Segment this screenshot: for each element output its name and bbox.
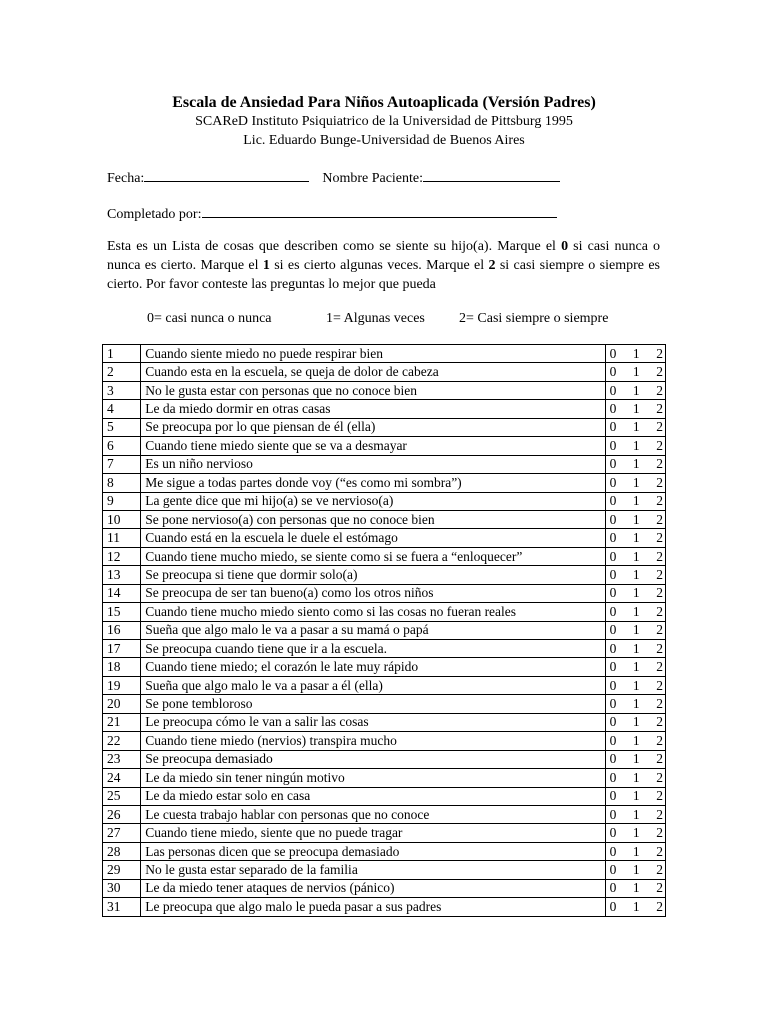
table-row xyxy=(103,584,666,602)
item-text: Cuando tiene miedo, siente que no puede tragar xyxy=(141,824,605,842)
table-row xyxy=(103,455,666,473)
table-row xyxy=(103,676,666,694)
option-2[interactable]: 2 xyxy=(656,769,663,785)
document-title: Escala de Ansiedad Para Niños Autoaplicada (Versión Padres) xyxy=(172,94,596,111)
item-number: 10 xyxy=(103,510,141,528)
option-1-bold: 1 xyxy=(262,258,270,273)
item-options xyxy=(605,676,665,694)
fecha-blank-line[interactable] xyxy=(144,167,309,182)
options-group xyxy=(606,622,665,638)
option-2[interactable]: 2 xyxy=(656,861,663,877)
table-row xyxy=(103,363,666,381)
table-row xyxy=(103,658,666,676)
item-number: 2 xyxy=(103,363,141,381)
option-1[interactable]: 1 xyxy=(632,769,640,785)
option-2[interactable]: 2 xyxy=(656,382,663,398)
completado-por-blank-line[interactable] xyxy=(202,203,557,218)
item-options xyxy=(605,363,665,381)
option-1[interactable]: 1 xyxy=(632,530,640,546)
item-options xyxy=(605,400,665,418)
item-number: 14 xyxy=(103,584,141,602)
item-number: 19 xyxy=(103,676,141,694)
option-0[interactable]: 0 xyxy=(609,603,617,619)
item-options xyxy=(605,824,665,842)
table-row xyxy=(103,861,666,879)
scale-legend-1: 1= Algunas veces xyxy=(326,311,425,326)
options-group xyxy=(606,733,665,749)
item-options xyxy=(605,713,665,731)
table-row xyxy=(103,787,666,805)
option-1[interactable]: 1 xyxy=(632,751,640,767)
options-group xyxy=(606,788,665,804)
item-text: Las personas dicen que se preocupa demasiado xyxy=(141,842,605,860)
option-1[interactable]: 1 xyxy=(632,622,640,638)
options-group xyxy=(606,659,665,675)
option-1[interactable]: 1 xyxy=(632,419,640,435)
options-group xyxy=(606,604,665,620)
questionnaire-table-body xyxy=(103,345,666,917)
option-1[interactable]: 1 xyxy=(632,880,640,896)
table-row xyxy=(103,879,666,897)
item-text: Se preocupa de ser tan bueno(a) como los otros niños xyxy=(141,584,605,602)
item-text: Cuando tiene miedo siente que se va a desmayar xyxy=(141,437,605,455)
item-text: Se preocupa cuando tiene que ir a la escuela. xyxy=(141,640,605,658)
item-options xyxy=(605,750,665,768)
option-1[interactable]: 1 xyxy=(632,456,640,472)
option-1[interactable]: 1 xyxy=(632,861,640,877)
item-text: Se preocupa demasiado xyxy=(141,750,605,768)
option-0[interactable]: 0 xyxy=(609,843,617,859)
options-group xyxy=(606,401,665,417)
option-0[interactable]: 0 xyxy=(609,622,617,638)
item-options xyxy=(605,658,665,676)
option-0[interactable]: 0 xyxy=(609,861,617,877)
table-row xyxy=(103,492,666,510)
item-text: Cuando esta en la escuela, se queja de dolor de cabeza xyxy=(141,363,605,381)
options-group xyxy=(606,696,665,712)
item-options xyxy=(605,566,665,584)
item-number: 17 xyxy=(103,640,141,658)
options-group xyxy=(606,714,665,730)
option-2[interactable]: 2 xyxy=(656,345,663,361)
item-options xyxy=(605,455,665,473)
option-2[interactable]: 2 xyxy=(656,364,663,380)
table-row xyxy=(103,750,666,768)
option-2[interactable]: 2 xyxy=(656,659,663,675)
option-1[interactable]: 1 xyxy=(632,714,640,730)
option-2[interactable]: 2 xyxy=(656,474,663,490)
completado-row xyxy=(107,203,557,224)
item-options xyxy=(605,437,665,455)
table-row xyxy=(103,345,666,363)
item-number: 7 xyxy=(103,455,141,473)
option-2[interactable]: 2 xyxy=(656,511,663,527)
item-number: 30 xyxy=(103,879,141,897)
fecha-label: Fecha: xyxy=(107,171,145,186)
option-0[interactable]: 0 xyxy=(609,364,617,380)
option-0[interactable]: 0 xyxy=(609,511,617,527)
options-group xyxy=(606,383,665,399)
option-2[interactable]: 2 xyxy=(656,437,663,453)
option-1[interactable]: 1 xyxy=(632,548,640,564)
table-row xyxy=(103,474,666,492)
option-0[interactable]: 0 xyxy=(609,788,617,804)
table-row xyxy=(103,621,666,639)
item-text: Le da miedo sin tener ningún motivo xyxy=(141,769,605,787)
option-0[interactable]: 0 xyxy=(609,474,617,490)
option-0[interactable]: 0 xyxy=(609,714,617,730)
option-2[interactable]: 2 xyxy=(656,548,663,564)
completado-por-label: Completado por: xyxy=(107,207,202,222)
fecha-nombre-row xyxy=(107,167,560,188)
item-text: No le gusta estar separado de la familia xyxy=(141,861,605,879)
option-2[interactable]: 2 xyxy=(656,843,663,859)
option-1[interactable]: 1 xyxy=(632,788,640,804)
item-options xyxy=(605,584,665,602)
option-2[interactable]: 2 xyxy=(656,419,663,435)
table-row xyxy=(103,547,666,565)
item-options xyxy=(605,474,665,492)
option-2[interactable]: 2 xyxy=(656,751,663,767)
table-row xyxy=(103,842,666,860)
item-text: Se preocupa si tiene que dormir solo(a) xyxy=(141,566,605,584)
option-2[interactable]: 2 xyxy=(656,825,663,841)
option-1[interactable]: 1 xyxy=(632,364,640,380)
item-text: La gente dice que mi hijo(a) se ve nervioso(a) xyxy=(141,492,605,510)
item-text: Cuando tiene miedo (nervios) transpira mucho xyxy=(141,732,605,750)
table-row xyxy=(103,510,666,528)
item-number: 22 xyxy=(103,732,141,750)
option-0[interactable]: 0 xyxy=(609,382,617,398)
nombre-paciente-blank-line[interactable] xyxy=(423,167,560,182)
option-0[interactable]: 0 xyxy=(609,732,617,748)
item-number: 23 xyxy=(103,750,141,768)
option-1[interactable]: 1 xyxy=(632,806,640,822)
item-options xyxy=(605,898,665,916)
option-1[interactable]: 1 xyxy=(632,382,640,398)
options-group xyxy=(606,493,665,509)
item-text: Le da miedo dormir en otras casas xyxy=(141,400,605,418)
table-row xyxy=(103,695,666,713)
options-group xyxy=(606,899,665,915)
options-group xyxy=(606,770,665,786)
item-number: 8 xyxy=(103,474,141,492)
item-text: Sueña que algo malo le va a pasar a su mamá o papá xyxy=(141,621,605,639)
item-options xyxy=(605,510,665,528)
item-number: 5 xyxy=(103,418,141,436)
item-number: 4 xyxy=(103,400,141,418)
option-0[interactable]: 0 xyxy=(609,530,617,546)
option-2[interactable]: 2 xyxy=(656,493,663,509)
option-1[interactable]: 1 xyxy=(632,603,640,619)
option-2[interactable]: 2 xyxy=(656,898,663,914)
item-text: Le cuesta trabajo hablar con personas que no conoce xyxy=(141,805,605,823)
options-group xyxy=(606,567,665,583)
table-row xyxy=(103,418,666,436)
item-number: 6 xyxy=(103,437,141,455)
option-0[interactable]: 0 xyxy=(609,419,617,435)
item-number: 31 xyxy=(103,898,141,916)
option-2[interactable]: 2 xyxy=(656,622,663,638)
option-2[interactable]: 2 xyxy=(656,585,663,601)
item-text: Se preocupa por lo que piensan de él (ella) xyxy=(141,418,605,436)
table-row xyxy=(103,603,666,621)
option-1[interactable]: 1 xyxy=(632,843,640,859)
options-group xyxy=(606,549,665,565)
options-group xyxy=(606,678,665,694)
table-row xyxy=(103,898,666,916)
option-0[interactable]: 0 xyxy=(609,401,617,417)
item-options xyxy=(605,603,665,621)
option-0[interactable]: 0 xyxy=(609,640,617,656)
item-number: 21 xyxy=(103,713,141,731)
options-group xyxy=(606,530,665,546)
option-0[interactable]: 0 xyxy=(609,677,617,693)
table-row xyxy=(103,381,666,399)
options-group xyxy=(606,456,665,472)
item-text: Se pone tembloroso xyxy=(141,695,605,713)
item-text: Cuando siente miedo no puede respirar bien xyxy=(141,345,605,363)
option-1[interactable]: 1 xyxy=(632,437,640,453)
item-options xyxy=(605,640,665,658)
nombre-paciente-label: Nombre Paciente: xyxy=(322,171,424,186)
option-2[interactable]: 2 xyxy=(656,640,663,656)
option-0[interactable]: 0 xyxy=(609,456,617,472)
option-2[interactable]: 2 xyxy=(656,401,663,417)
scale-legend-0: 0= casi nunca o nunca xyxy=(147,311,272,326)
table-row xyxy=(103,529,666,547)
table-row xyxy=(103,400,666,418)
options-group xyxy=(606,751,665,767)
option-1[interactable]: 1 xyxy=(632,345,640,361)
item-options xyxy=(605,861,665,879)
option-0-bold: 0 xyxy=(561,239,569,254)
option-2[interactable]: 2 xyxy=(656,696,663,712)
option-0[interactable]: 0 xyxy=(609,769,617,785)
option-0[interactable]: 0 xyxy=(609,493,617,509)
questionnaire-table xyxy=(102,344,666,917)
options-group xyxy=(606,641,665,657)
item-options xyxy=(605,842,665,860)
item-options xyxy=(605,879,665,897)
item-number: 20 xyxy=(103,695,141,713)
option-2[interactable]: 2 xyxy=(656,677,663,693)
item-text: Se pone nervioso(a) con personas que no conoce bien xyxy=(141,510,605,528)
item-options xyxy=(605,381,665,399)
item-number: 28 xyxy=(103,842,141,860)
option-2[interactable]: 2 xyxy=(656,880,663,896)
options-group xyxy=(606,825,665,841)
item-number: 13 xyxy=(103,566,141,584)
item-number: 15 xyxy=(103,603,141,621)
option-2[interactable]: 2 xyxy=(656,788,663,804)
option-2[interactable]: 2 xyxy=(656,603,663,619)
options-group xyxy=(606,862,665,878)
item-number: 9 xyxy=(103,492,141,510)
table-row xyxy=(103,769,666,787)
option-0[interactable]: 0 xyxy=(609,345,617,361)
item-number: 11 xyxy=(103,529,141,547)
item-text: Es un niño nervioso xyxy=(141,455,605,473)
options-group xyxy=(606,512,665,528)
option-2[interactable]: 2 xyxy=(656,530,663,546)
item-text: Cuando tiene mucho miedo, se siente como si se fuera a “enloquecer” xyxy=(141,547,605,565)
option-1[interactable]: 1 xyxy=(632,898,640,914)
option-2[interactable]: 2 xyxy=(656,566,663,582)
option-1[interactable]: 1 xyxy=(632,825,640,841)
item-text: No le gusta estar con personas que no conoce bien xyxy=(141,381,605,399)
item-text: Le preocupa que algo malo le pueda pasar a sus padres xyxy=(141,898,605,916)
options-group xyxy=(606,844,665,860)
option-0[interactable]: 0 xyxy=(609,659,617,675)
item-options xyxy=(605,492,665,510)
item-number: 16 xyxy=(103,621,141,639)
item-options xyxy=(605,695,665,713)
option-0[interactable]: 0 xyxy=(609,696,617,712)
item-number: 26 xyxy=(103,805,141,823)
option-1[interactable]: 1 xyxy=(632,659,640,675)
option-0[interactable]: 0 xyxy=(609,898,617,914)
option-1[interactable]: 1 xyxy=(632,493,640,509)
options-group xyxy=(606,438,665,454)
item-options xyxy=(605,769,665,787)
item-number: 24 xyxy=(103,769,141,787)
options-group xyxy=(606,807,665,823)
table-row xyxy=(103,437,666,455)
option-2-bold: 2 xyxy=(488,258,496,273)
table-row xyxy=(103,732,666,750)
item-number: 27 xyxy=(103,824,141,842)
options-group xyxy=(606,880,665,896)
option-0[interactable]: 0 xyxy=(609,751,617,767)
option-2[interactable]: 2 xyxy=(656,714,663,730)
option-2[interactable]: 2 xyxy=(656,732,663,748)
item-number: 18 xyxy=(103,658,141,676)
option-1[interactable]: 1 xyxy=(632,511,640,527)
option-0[interactable]: 0 xyxy=(609,437,617,453)
options-group xyxy=(606,585,665,601)
option-0[interactable]: 0 xyxy=(609,548,617,564)
item-options xyxy=(605,732,665,750)
option-1[interactable]: 1 xyxy=(632,585,640,601)
option-0[interactable]: 0 xyxy=(609,806,617,822)
table-row xyxy=(103,824,666,842)
item-options xyxy=(605,418,665,436)
item-text: Le preocupa cómo le van a salir las cosas xyxy=(141,713,605,731)
item-number: 12 xyxy=(103,547,141,565)
table-row xyxy=(103,640,666,658)
item-number: 25 xyxy=(103,787,141,805)
scale-legend-2: 2= Casi siempre o siempre xyxy=(459,311,609,326)
item-options xyxy=(605,787,665,805)
document-subtitle-institution: SCAReD Instituto Psiquiatrico de la Universidad de Pittsburg 1995 xyxy=(195,114,573,129)
option-0[interactable]: 0 xyxy=(609,880,617,896)
item-number: 29 xyxy=(103,861,141,879)
instructions-paragraph: Esta es un Lista de cosas que describen como se siente su hijo(a). Marque el 0 si casi nunca o nunca es cierto. Marque el 1 si es cierto algunas veces. Marque el 2 si casi siempre o siempre es cierto. Por favor conteste las preguntas lo mejor que pueda xyxy=(107,239,661,292)
item-text: Me sigue a todas partes donde voy (“es como mi sombra”) xyxy=(141,474,605,492)
table-row xyxy=(103,713,666,731)
option-1[interactable]: 1 xyxy=(632,696,640,712)
option-1[interactable]: 1 xyxy=(632,732,640,748)
options-group xyxy=(606,475,665,491)
table-row xyxy=(103,805,666,823)
item-options xyxy=(605,345,665,363)
item-number: 3 xyxy=(103,381,141,399)
item-text: Cuando tiene miedo; el corazón le late muy rápido xyxy=(141,658,605,676)
item-text: Cuando tiene mucho miedo siento como si las cosas no fueran reales xyxy=(141,603,605,621)
document-subtitle-author: Lic. Eduardo Bunge-Universidad de Buenos Aires xyxy=(243,133,525,148)
item-number: 1 xyxy=(103,345,141,363)
option-1[interactable]: 1 xyxy=(632,474,640,490)
options-group xyxy=(606,346,665,362)
item-options xyxy=(605,621,665,639)
item-options xyxy=(605,529,665,547)
item-text: Cuando está en la escuela le duele el estómago xyxy=(141,529,605,547)
table-row xyxy=(103,566,666,584)
option-0[interactable]: 0 xyxy=(609,585,617,601)
option-1[interactable]: 1 xyxy=(632,566,640,582)
item-text: Sueña que algo malo le va a pasar a él (ella) xyxy=(141,676,605,694)
option-2[interactable]: 2 xyxy=(656,456,663,472)
options-group xyxy=(606,364,665,380)
option-0[interactable]: 0 xyxy=(609,566,617,582)
item-options xyxy=(605,805,665,823)
option-2[interactable]: 2 xyxy=(656,806,663,822)
item-text: Le da miedo tener ataques de nervios (pánico) xyxy=(141,879,605,897)
option-1[interactable]: 1 xyxy=(632,401,640,417)
item-text: Le da miedo estar solo en casa xyxy=(141,787,605,805)
options-group xyxy=(606,419,665,435)
option-1[interactable]: 1 xyxy=(632,640,640,656)
item-options xyxy=(605,547,665,565)
option-0[interactable]: 0 xyxy=(609,825,617,841)
option-1[interactable]: 1 xyxy=(632,677,640,693)
